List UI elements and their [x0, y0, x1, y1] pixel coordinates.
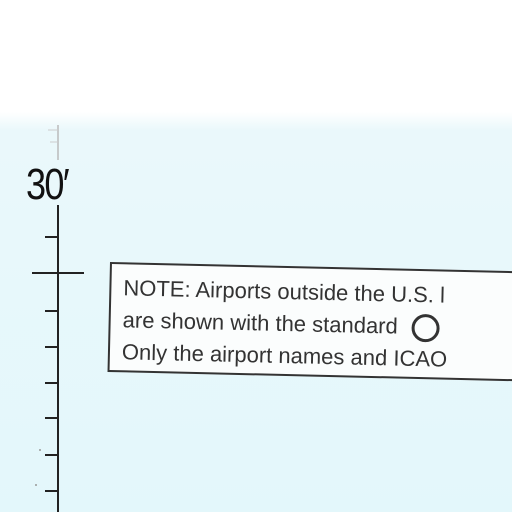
- airport-note-box: [108, 262, 512, 382]
- latitude-label: 30′: [26, 160, 68, 209]
- map-speckle: [39, 449, 41, 451]
- note-line-1: NOTE: Airports outside the U.S. l: [123, 275, 446, 308]
- note-line-3: Only the airport names and ICAO: [121, 339, 448, 372]
- note-line-2: are shown with the standard: [122, 304, 512, 345]
- airport-circle-icon: [411, 314, 440, 343]
- map-speckle: [35, 484, 37, 486]
